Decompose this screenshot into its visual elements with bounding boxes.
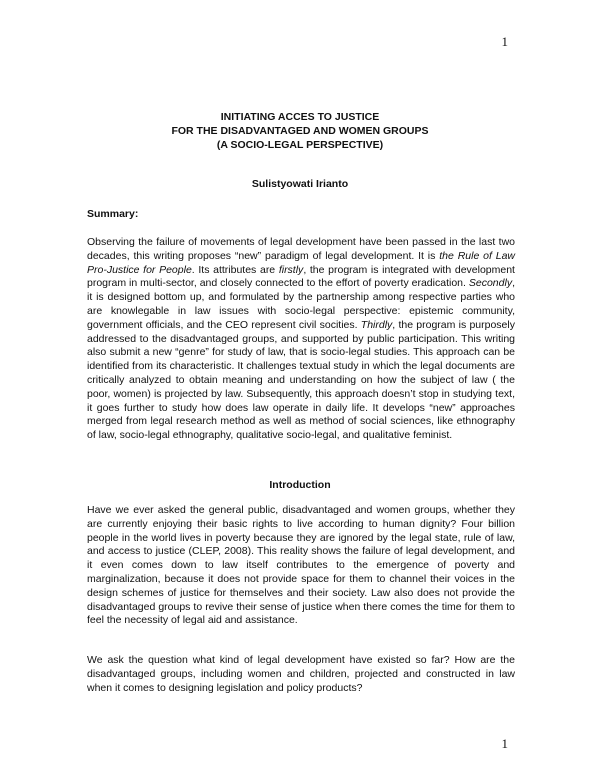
summary-text-1: Observing the failure of movements of legal development have been passed in the last two decades, this writing proposes “new” paradigm of legal development. It is	[87, 236, 515, 262]
summary-text-4: , it is designed bottom up, and formulated by the partnership among respective parties who are knowlegable in law issues with socio-legal perspective: epistemic community, government officials, and the CEO represent civil socities.	[87, 277, 515, 331]
summary-italic-1: the Rule of Law Pro-Justice for People	[87, 249, 516, 276]
summary-paragraph	[87, 236, 515, 443]
page-number-top: 1	[501, 34, 508, 49]
summary-italic-2: firstly	[278, 263, 304, 276]
introduction-paragraph-2: We ask the question what kind of legal development have existed so far? How are the disadvantaged groups, including women and children, projected and constructed in law when it comes to designing legislation and policy products?	[87, 654, 515, 694]
summary-text-5: , the program is purposely addressed to the disadvantaged groups, and supported by public participation. This writing also submit a new “genre” for study of law, that is socio-legal studies. This approach can be identified from its characteristic. It challenges textual study in which the legal documents are critically analyzed to obtain meaning and understanding on how the subject of law ( the poor, women) is projected by law. Subsequently, this approach doesn’t stop in studying text, it goes further to study how does law operate in daily life. It develops “new” approaches merged from legal research method as well as method of social sciences, like ethnography of law, socio-legal ethnography, qualitative socio-legal, and qualitative feminist.	[87, 318, 515, 442]
title-line-1: INITIATING ACCES TO JUSTICE	[220, 111, 380, 123]
summary-italic-3: Secondly	[468, 277, 513, 290]
summary-text-3: , the program is integrated with development program in multi-sector, and closely connected to the effort of poverty eradication.	[87, 263, 515, 290]
title-line-3: (A SOCIO-LEGAL PERSPECTIVE)	[216, 139, 384, 151]
introduction-heading: Introduction	[269, 479, 331, 491]
introduction-paragraph-1: Have we ever asked the general public, disadvantaged and women groups, whether they are currently enjoying their basic rights to live according to human dignity? Four billion people in the world lives in poverty because they are ignored by the legal state, rule of law, and access to justice (CLEP, 2008). This reality shows the failure of legal development, and it even comes down to law itself contributes to the emergence of poverty and marginalization, because it does not provide space for them to channel their voices in the design schemes of justice for themselves and their society. Law also does not provide the disadvantaged groups to revive their sense of justice when there comes the time for them to feel the necessity of legal aid and assistance.	[87, 504, 515, 627]
summary-heading: Summary:	[87, 208, 139, 220]
title-line-2: FOR THE DISADVANTAGED AND WOMEN GROUPS	[171, 125, 429, 137]
document-title	[0, 110, 600, 152]
summary-text-2: . Its attributes are	[191, 263, 279, 276]
page-number-bottom: 1	[501, 736, 508, 751]
author-name: Sulistyowati Irianto	[251, 178, 349, 190]
summary-italic-4: Thirdly	[360, 318, 393, 331]
